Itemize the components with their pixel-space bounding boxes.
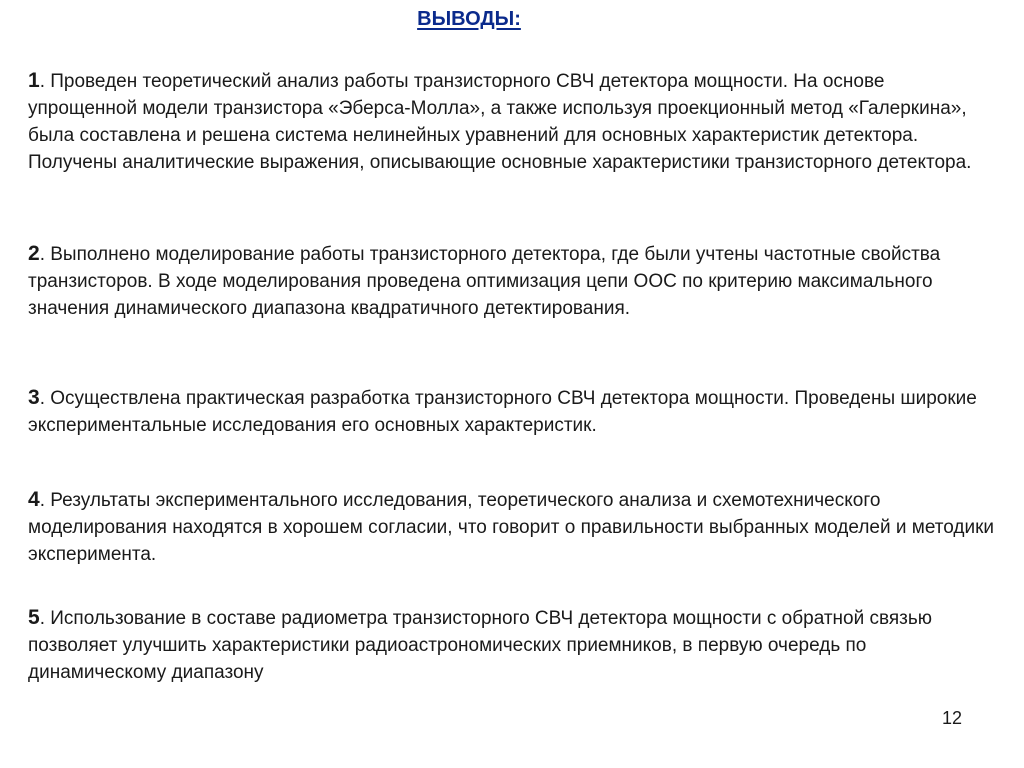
conclusion-text: . Проведен теоретический анализ работы транзисторного СВЧ детектора мощности. На основе упрощенной модели транзистора «Эберса-Молла», а также используя проекционный метод «Галеркина», была составлена и решена система нелинейных уравнений для основных характеристик детектора. Получены аналитические выражения, описывающие основные характеристики транзисторного детектора. xyxy=(28,71,972,173)
conclusion-text: . Результаты экспериментального исследования, теоретического анализа и схемотехнического моделирования находятся в хорошем согласии, что говорит о правильности выбранных моделей и методики эксперимента. xyxy=(28,490,995,565)
conclusion-number: 4 xyxy=(28,488,40,511)
conclusion-item-3 xyxy=(28,384,998,439)
conclusion-item-2 xyxy=(28,240,998,322)
conclusion-number: 5 xyxy=(28,606,40,629)
conclusion-item-5 xyxy=(28,604,998,686)
conclusion-text: . Выполнено моделирование работы транзисторного детектора, где были учтены частотные свойства транзисторов. В ходе моделирования проведена оптимизация цепи ООС по критерию максимального значения динамического диапазона квадратичного детектирования. xyxy=(28,244,941,319)
conclusion-item-4 xyxy=(28,486,998,568)
page-number: 12 xyxy=(941,708,962,728)
conclusion-number: 3 xyxy=(28,386,40,409)
slide-title: ВЫВОДЫ: xyxy=(417,8,521,30)
conclusion-number: 2 xyxy=(28,242,40,265)
conclusion-text: . Использование в составе радиометра транзисторного СВЧ детектора мощности с обратной связью позволяет улучшить характеристики радиоастрономических приемников, в первую очередь по динамическому диапазону xyxy=(28,608,933,683)
conclusion-number: 1 xyxy=(28,69,40,92)
conclusion-item-1 xyxy=(28,67,998,176)
conclusion-text: . Осуществлена практическая разработка транзисторного СВЧ детектора мощности. Проведены широкие экспериментальные исследования его основных характеристик. xyxy=(28,388,977,436)
